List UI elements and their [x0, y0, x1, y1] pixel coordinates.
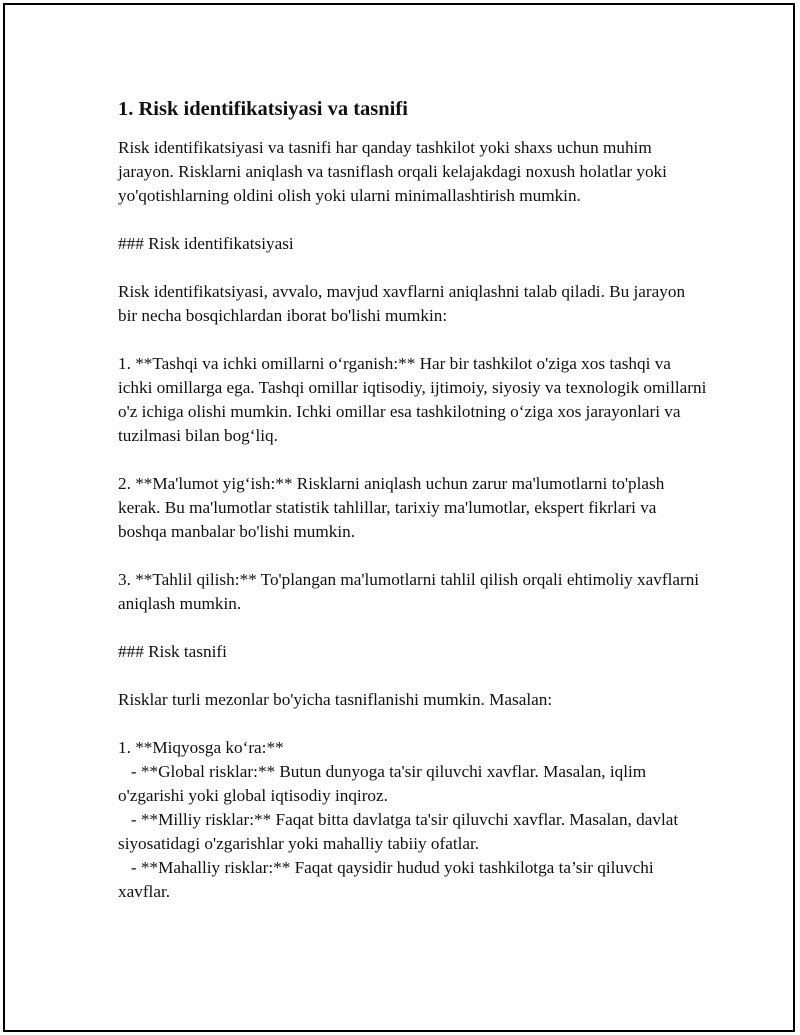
list-item-data-collection: 2. **Ma'lumot yig‘ish:** Risklarni aniqlash uchun zarur ma'lumotlarni to'plash kerak. Bu ma'lumotlar statistik tahlillar, tarixiy ma'lumotlar, ekspert fikrlari va boshqa manbalar bo'lishi mumkin. [118, 474, 669, 541]
list-item-analysis: 3. **Tahlil qilish:** To'plangan ma'lumotlarni tahlil qilish orqali ehtimoliy xavflarni aniqlash mumkin. [118, 570, 704, 613]
identification-paragraph: Risk identifikatsiyasi, avvalo, mavjud xavflarni aniqlashni talab qiladi. Bu jarayon bir necha bosqichlardan iborat bo'lishi mumkin: [118, 282, 690, 325]
scale-classification-list: 1. **Miqyosga ko‘ra:** - **Global risklar:** Butun dunyoga ta'sir qiluvchi xavflar. Masalan, iqlim o'zgarishi yoki global iqtisodiy inqiroz. - **Milliy risklar:** Faqat bitta davlatga ta'sir qiluvchi xavflar. Masalan, davlat siyosatidagi o'zgarishlar yoki mahalliy tabiiy ofatlar. - **Mahalliy risklar:** Faqat qaysidir hudud yoki tashkilotga ta’sir qiluvchi xavflar. [118, 738, 679, 901]
document-title: 1. Risk identifikatsiyasi va tasnifi [118, 98, 408, 120]
list-item-external-internal-factors: 1. **Tashqi va ichki omillarni o‘rganish:** Har bir tashkilot o'ziga xos tashqi va ichki omillarga ega. Tashqi omillar iqtisodiy, ijtimoiy, siyosiy va texnologik omillarni o'z ichiga olishi mumkin. Ichki omillar esa tashkilotning o‘ziga xos jarayonlari va tuzilmasi bilan bog‘liq. [118, 354, 711, 445]
section-heading-identification: ### Risk identifikatsiyasi [118, 234, 294, 253]
intro-paragraph: Risk identifikatsiyasi va tasnifi har qanday tashkilot yoki shaxs uchun muhim jarayon. Risklarni aniqlash va tasniflash orqali kelajakdagi noxush holatlar yoki yo'qotishlarning oldini olish yoki ularni minimallashtirish mumkin. [118, 138, 672, 205]
page-frame [3, 3, 795, 1032]
section-heading-classification: ### Risk tasnifi [118, 642, 227, 661]
classification-paragraph: Risklar turli mezonlar bo'yicha tasniflanishi mumkin. Masalan: [118, 690, 553, 709]
document-body [118, 95, 711, 904]
